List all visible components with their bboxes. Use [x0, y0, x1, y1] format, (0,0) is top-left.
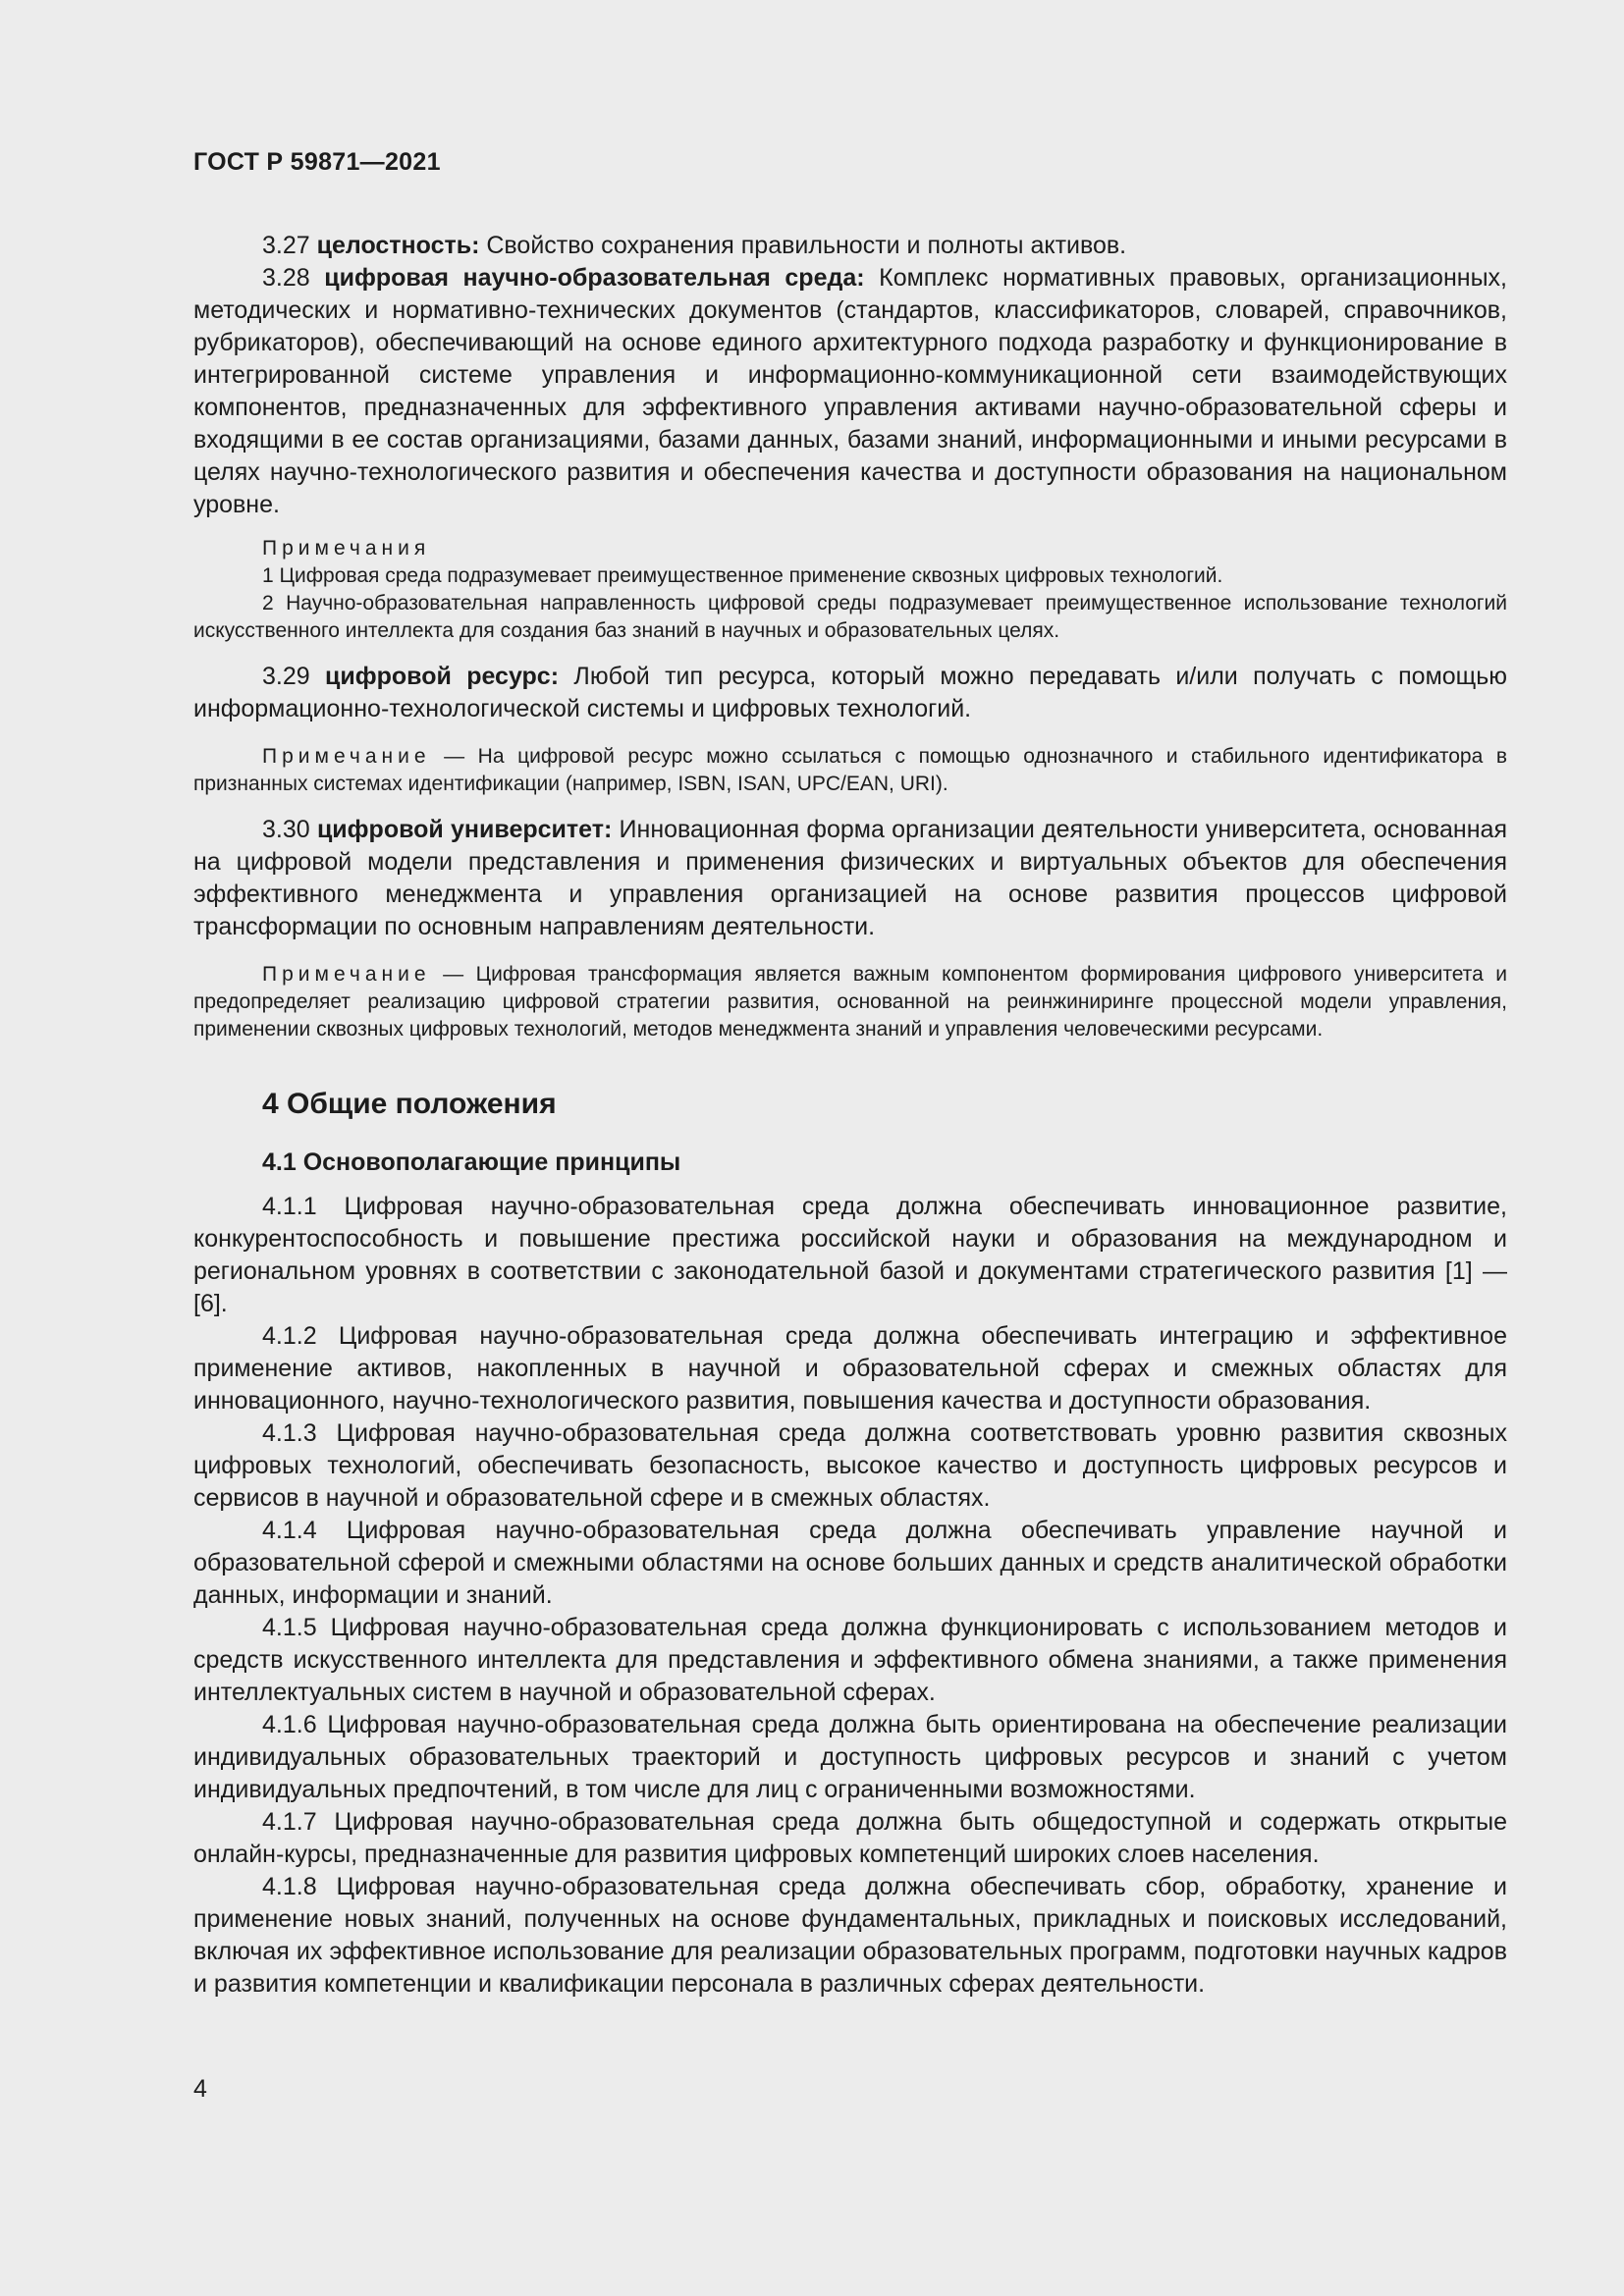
notes-label: Примечания	[262, 537, 431, 560]
paragraph-4-1-8: 4.1.8 Цифровая научно-образовательная среда должна обеспечивать сбор, обработку, хранение и применение новых знаний, полученных на основе фундаментальных, прикладных и поисковых исследований, включая их эффективное использование для реализации образовательных программ, подготовки научных кадров и развития компетенции и квалификации персонала в различных сферах деятельности.	[193, 1873, 1507, 1998]
note-item: 1 Цифровая среда подразумевает преимущественное применение сквозных цифровых технологий.	[262, 564, 1223, 587]
paragraph-4-1-4: 4.1.4 Цифровая научно-образовательная среда должна обеспечивать управление научной и образовательной сферой и смежными областями на основе больших данных и средств аналитической обработки данных, информации и знаний.	[193, 1517, 1507, 1609]
term-3-27	[193, 230, 1507, 262]
section-heading: 4 Общие положения	[262, 1088, 557, 1120]
term-definition: Комплекс нормативных правовых, организационных, методических и нормативно-технических документов (стандартов, классификаторов, словарей, справочников, рубрикаторов), обеспечивающий на основе единого архитектурного подхода разработку и функционирование в интегрированной системе управления и информационно-коммуникационной сети взаимодействующих компонентов, предназначенных для эффективного управления активами научно-образовательной сферы и входящими в ее состав организациями, базами данных, базами знаний, информационными и иными ресурсами в целях научно-технологического развития и обеспечения качества и доступности образования на национальном уровне.	[193, 264, 1507, 518]
paragraph-4-1-3: 4.1.3 Цифровая научно-образовательная среда должна соответствовать уровню развития сквозных цифровых технологий, обеспечивать безопасность, высокое качество и доступность цифровых ресурсов и сервисов в научной и образовательной сфере и в смежных областях.	[193, 1419, 1507, 1512]
term-definition: Инновационная форма организации деятельности университета, основанная на цифровой модели представления и применения физических и виртуальных объектов для обеспечения эффективного менеджмента и управления организацией на основе развития процессов цифровой трансформации по основным направлениям деятельности.	[193, 816, 1507, 940]
term-3-28	[193, 262, 1507, 521]
term-number: 3.30	[262, 816, 310, 843]
paragraph-4-1-1: 4.1.1 Цифровая научно-образовательная среда должна обеспечивать инновационное развитие, конкурентоспособность и повышение престижа российской науки и образования на международном и региональном уровнях в соответствии с законодательной базой и документами стратегического развития [1] — [6].	[193, 1193, 1507, 1317]
note-label: Примечание	[262, 963, 431, 986]
term-definition: Любой тип ресурса, который можно передавать и/или получать с помощью информационно-технологической системы и цифровых технологий.	[193, 663, 1508, 722]
note-text: — На цифровой ресурс можно ссылаться с помощью однозначного и стабильного идентификатора в признанных системах идентификации (например, ISBN, ISAN, UPC/EAN, URI).	[193, 745, 1507, 795]
term-name: целостность:	[316, 232, 480, 259]
note-label: Примечание	[262, 745, 431, 768]
paragraph-4-1-7: 4.1.7 Цифровая научно-образовательная среда должна быть общедоступной и содержать открытые онлайн-курсы, предназначенные для развития цифровых компетенций широких слоев населения.	[193, 1808, 1507, 1868]
term-definition: Свойство сохранения правильности и полноты активов.	[486, 232, 1127, 259]
subsection-heading: 4.1 Основополагающие принципы	[262, 1148, 681, 1176]
page-content	[193, 147, 1507, 2001]
term-name: цифровой университет:	[316, 816, 613, 843]
paragraph-4-1-6: 4.1.6 Цифровая научно-образовательная среда должна быть ориентирована на обеспечение реализации индивидуальных образовательных траекторий и доступность цифровых ресурсов и знаний с учетом индивидуальных предпочтений, в том числе для лиц с ограниченными возможностями.	[193, 1711, 1507, 1803]
term-3-29	[193, 661, 1507, 725]
paragraph-4-1-2: 4.1.2 Цифровая научно-образовательная среда должна обеспечивать интеграцию и эффективное применение активов, накопленных в научной и образовательной сферах и смежных областях для инновационного, научно-технологического развития, повышения качества и доступности образования.	[193, 1322, 1507, 1415]
note-3-29	[193, 743, 1507, 798]
term-number: 3.29	[262, 663, 310, 690]
term-3-30	[193, 814, 1507, 943]
term-number: 3.27	[262, 232, 310, 259]
note-text: — Цифровая трансформация является важным компонентом формирования цифрового университета и предопределяет реализацию цифровой стратегии развития, основанной на реинжиниринге процессной модели управления, применении сквозных цифровых технологий, методов менеджмента знаний и управления человеческими ресурсами.	[193, 963, 1507, 1041]
note-3-30	[193, 961, 1507, 1043]
term-number: 3.28	[262, 264, 310, 292]
note-item: 2 Научно-образовательная направленность цифровой среды подразумевает преимущественное использование технологий искусственного интеллекта для создания баз знаний в научных и образовательных целях.	[193, 592, 1507, 642]
document-header: ГОСТ Р 59871—2021	[193, 148, 441, 176]
paragraph-4-1-5: 4.1.5 Цифровая научно-образовательная среда должна функционировать с использованием методов и средств искусственного интеллекта для представления и эффективного обмена знаниями, а также применения интеллектуальных систем в научной и образовательной сферах.	[193, 1614, 1507, 1706]
term-name: цифровой ресурс:	[325, 663, 560, 690]
page-number: 4	[193, 2075, 207, 2103]
term-name: цифровая научно-образовательная среда:	[324, 264, 865, 292]
